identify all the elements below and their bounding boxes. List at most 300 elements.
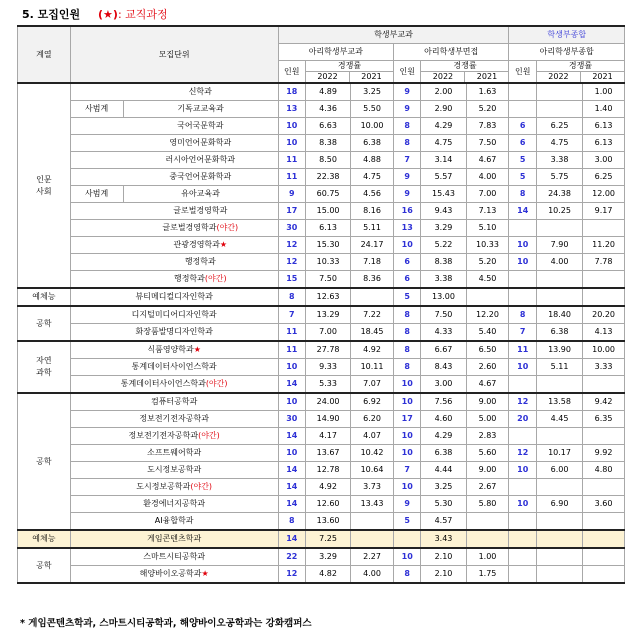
table-row (18, 376, 625, 394)
quota-value: 14 (278, 496, 305, 513)
competition-value: 4.29 (421, 118, 466, 135)
quota-value: 14 (278, 428, 305, 445)
header-sub2: 아리학생부면접 (393, 44, 509, 61)
competition-value: 5.11 (536, 359, 582, 376)
unit-name (123, 101, 278, 118)
competition-value: 12.00 (583, 186, 625, 203)
table-row (18, 530, 625, 548)
competition-value: 13.60 (306, 513, 351, 531)
unit-name-text: 국어국문학과 (177, 121, 224, 130)
competition-value: 8.43 (421, 359, 466, 376)
quota-value: 10 (393, 237, 420, 254)
quota-value: 9 (393, 496, 420, 513)
competition-value: 3.29 (306, 548, 351, 566)
quota-value: 14 (278, 530, 305, 548)
table-row (18, 566, 625, 584)
competition-value: 2.27 (351, 548, 394, 566)
unit-name-text: 유아교육과 (181, 189, 220, 198)
competition-value: 5.60 (466, 445, 509, 462)
night-label: (야간) (216, 223, 239, 232)
quota-value: 7 (509, 324, 536, 342)
unit-name-text: 컴퓨터공학과 (150, 397, 198, 406)
competition-value (536, 220, 582, 237)
competition-value: 20.20 (583, 306, 625, 324)
competition-value: 6.63 (306, 118, 351, 135)
competition-value: 6.38 (536, 324, 582, 342)
competition-value: 12.60 (306, 496, 351, 513)
competition-value: 5.30 (421, 496, 466, 513)
quota-value: 8 (393, 341, 420, 359)
competition-value: 3.25 (351, 83, 394, 101)
unit-name-text: 디지털미디어디자인학과 (131, 310, 217, 319)
unit-name-text: 행정학과 (184, 257, 216, 266)
quota-value: 12 (278, 566, 305, 584)
competition-value: 6.13 (583, 135, 625, 152)
unit-name-text: 통계데이터사이언스학과 (120, 379, 206, 388)
competition-value (536, 83, 582, 101)
quota-value: 11 (278, 324, 305, 342)
quota-value: 14 (278, 462, 305, 479)
table-row (18, 152, 625, 169)
quota-value: 10 (278, 445, 305, 462)
quota-value (509, 271, 536, 289)
quota-value (509, 548, 536, 566)
quota-value: 8 (393, 118, 420, 135)
quota-value (509, 513, 536, 531)
competition-value: 1.63 (466, 83, 509, 101)
competition-value: 7.90 (536, 237, 582, 254)
quota-value: 10 (393, 479, 420, 496)
competition-value (536, 428, 582, 445)
unit-name-text: 관광경영학과 (173, 240, 220, 249)
night-label: (야간) (205, 379, 228, 388)
unit-name-text: 게임콘텐츠학과 (147, 534, 202, 543)
competition-value: 5.22 (421, 237, 466, 254)
quota-value: 8 (393, 135, 420, 152)
competition-value: 12.78 (306, 462, 351, 479)
quota-value: 5 (393, 513, 420, 531)
header-competition-label: 경쟁률 (421, 61, 508, 72)
competition-value (536, 479, 582, 496)
table-row (18, 203, 625, 220)
quota-value: 22 (278, 548, 305, 566)
competition-value (536, 101, 582, 118)
competition-value: 9.92 (583, 445, 625, 462)
quota-value: 10 (278, 359, 305, 376)
competition-value (536, 271, 582, 289)
quota-value: 8 (393, 306, 420, 324)
competition-value: 4.00 (351, 566, 394, 584)
header-unit: 모집단위 (70, 26, 278, 83)
table-row (18, 462, 625, 479)
competition-value: 3.33 (583, 359, 625, 376)
header-competition-label: 경쟁률 (537, 61, 624, 72)
competition-value: 4.67 (466, 376, 509, 394)
competition-value: 3.43 (421, 530, 466, 548)
competition-value: 15.00 (306, 203, 351, 220)
quota-value: 10 (278, 135, 305, 152)
quota-value: 8 (509, 186, 536, 203)
unit-name-text: 도시정보공학과 (136, 482, 191, 491)
unit-name-text: 뷰티메디컬디자인학과 (135, 292, 213, 301)
competition-value (583, 376, 625, 394)
subcategory-cell (70, 169, 123, 186)
quota-value: 11 (509, 341, 536, 359)
header-sub3: 아리학생부종합 (509, 44, 625, 61)
competition-value: 14.90 (306, 411, 351, 428)
competition-value: 7.07 (351, 376, 394, 394)
competition-value: 13.00 (421, 288, 466, 306)
competition-value: 11.20 (583, 237, 625, 254)
table-row (18, 135, 625, 152)
unit-name (70, 445, 278, 462)
quota-value: 14 (278, 376, 305, 394)
competition-value (583, 271, 625, 289)
competition-value: 6.13 (306, 220, 351, 237)
table-row (18, 411, 625, 428)
unit-name (70, 462, 278, 479)
competition-value: 4.07 (351, 428, 394, 445)
quota-value: 30 (278, 411, 305, 428)
competition-value (583, 288, 625, 306)
unit-name (70, 376, 278, 394)
competition-value: 6.25 (583, 169, 625, 186)
unit-name-text: 도시정보공학과 (147, 465, 202, 474)
competition-value: 7.25 (306, 530, 351, 548)
quota-value: 16 (393, 203, 420, 220)
unit-name (123, 83, 278, 101)
competition-value: 10.33 (466, 237, 509, 254)
competition-value: 5.00 (466, 411, 509, 428)
unit-name (70, 411, 278, 428)
subcategory-cell (70, 237, 123, 254)
night-label: (야간) (204, 274, 227, 283)
competition-value: 6.00 (536, 462, 582, 479)
competition-value: 7.18 (351, 254, 394, 271)
competition-value: 6.13 (583, 118, 625, 135)
competition-value: 4.88 (351, 152, 394, 169)
competition-value: 1.00 (583, 83, 625, 101)
unit-name-text: 정보전기전자공학과 (139, 414, 209, 423)
unit-name (70, 566, 278, 584)
category-cell: 공학 (18, 548, 71, 583)
section-title: 5. 모집인원 (22, 8, 81, 21)
competition-value: 3.00 (421, 376, 466, 394)
competition-value (583, 220, 625, 237)
category-cell: 예체능 (18, 530, 71, 548)
category-cell: 인문 사회 (18, 83, 71, 288)
competition-value (466, 513, 509, 531)
competition-value: 7.00 (466, 186, 509, 203)
competition-value: 4.67 (466, 152, 509, 169)
table-row (18, 324, 625, 342)
table-row (18, 254, 625, 271)
header-competition-label: 경쟁률 (306, 61, 393, 72)
competition-value: 4.57 (421, 513, 466, 531)
quota-value: 11 (278, 152, 305, 169)
quota-value (509, 288, 536, 306)
unit-name (70, 359, 278, 376)
competition-value (466, 530, 509, 548)
competition-value: 3.38 (421, 271, 466, 289)
competition-value: 10.42 (351, 445, 394, 462)
competition-value: 18.45 (351, 324, 394, 342)
quota-value: 10 (393, 548, 420, 566)
star-icon: ★ (219, 240, 228, 249)
quota-value: 8 (393, 324, 420, 342)
competition-value: 3.60 (583, 496, 625, 513)
competition-value: 4.75 (421, 135, 466, 152)
competition-value: 3.73 (351, 479, 394, 496)
competition-value: 10.00 (351, 118, 394, 135)
competition-value: 6.20 (351, 411, 394, 428)
competition-value: 7.50 (306, 271, 351, 289)
quota-value: 5 (509, 152, 536, 169)
header-competition (421, 61, 509, 84)
quota-value (509, 566, 536, 584)
unit-name-text: 소프트웨어학과 (147, 448, 202, 457)
unit-name-text: 글로벌경영학과 (173, 206, 228, 215)
quota-value: 10 (393, 445, 420, 462)
unit-name-text: 러시아언어문화학과 (165, 155, 236, 164)
star-icon: ★ (201, 569, 209, 578)
unit-name (123, 118, 278, 135)
competition-value (583, 428, 625, 445)
quota-value: 10 (509, 237, 536, 254)
competition-value: 7.78 (583, 254, 625, 271)
competition-value: 5.75 (536, 169, 582, 186)
competition-value (351, 513, 394, 531)
unit-name-text: 식품영양학과 (147, 345, 194, 354)
quota-value: 6 (509, 135, 536, 152)
unit-name (70, 341, 278, 359)
competition-value: 2.10 (421, 548, 466, 566)
category-cell: 예체능 (18, 288, 71, 306)
competition-value: 4.75 (351, 169, 394, 186)
competition-value: 2.60 (466, 359, 509, 376)
competition-value: 2.00 (421, 83, 466, 101)
competition-value: 5.40 (466, 324, 509, 342)
subcategory-cell: 사범계 (70, 101, 123, 118)
competition-value: 2.90 (421, 101, 466, 118)
quota-value: 11 (278, 341, 305, 359)
competition-value: 4.13 (583, 324, 625, 342)
competition-value (583, 513, 625, 531)
competition-value (351, 530, 394, 548)
unit-name (70, 513, 278, 531)
competition-value: 9.42 (583, 393, 625, 411)
competition-value: 60.75 (306, 186, 351, 203)
competition-value: 8.38 (421, 254, 466, 271)
competition-value: 2.83 (466, 428, 509, 445)
unit-name-text: 글로벌경영학과 (162, 223, 217, 232)
competition-value: 4.50 (466, 271, 509, 289)
competition-value: 3.29 (421, 220, 466, 237)
unit-name (123, 254, 278, 271)
competition-value: 7.56 (421, 393, 466, 411)
competition-value: 10.17 (536, 445, 582, 462)
competition-value: 13.43 (351, 496, 394, 513)
competition-value: 10.00 (583, 341, 625, 359)
competition-value: 7.22 (351, 306, 394, 324)
competition-value: 5.20 (466, 101, 509, 118)
competition-value: 4.82 (306, 566, 351, 584)
competition-value: 4.36 (306, 101, 351, 118)
subcategory-cell (70, 271, 123, 289)
section-heading (22, 6, 168, 22)
competition-value: 13.67 (306, 445, 351, 462)
competition-value: 6.35 (583, 411, 625, 428)
competition-value: 4.92 (351, 341, 394, 359)
competition-value: 24.38 (536, 186, 582, 203)
quota-value: 10 (509, 359, 536, 376)
quota-value: 17 (278, 203, 305, 220)
quota-value: 5 (393, 288, 420, 306)
quota-value: 10 (393, 428, 420, 445)
competition-value: 10.64 (351, 462, 394, 479)
quota-value: 9 (393, 186, 420, 203)
subcategory-cell (70, 152, 123, 169)
category-cell: 공학 (18, 393, 71, 530)
quota-value: 6 (393, 254, 420, 271)
competition-value: 24.17 (351, 237, 394, 254)
unit-name (123, 237, 278, 254)
competition-value: 10.33 (306, 254, 351, 271)
unit-name-text: 기독교교육과 (177, 104, 224, 113)
competition-value (583, 548, 625, 566)
quota-value: 9 (393, 83, 420, 101)
competition-value: 9.00 (466, 393, 509, 411)
header-group2: 학생부종합 (509, 26, 625, 44)
quota-value: 8 (278, 513, 305, 531)
unit-name (70, 393, 278, 411)
quota-value: 13 (393, 220, 420, 237)
quota-value: 10 (393, 393, 420, 411)
competition-value: 13.58 (536, 393, 582, 411)
table-row (18, 445, 625, 462)
unit-name-text: 해양바이오공학과 (139, 569, 202, 578)
table-row (18, 548, 625, 566)
quota-value: 7 (278, 306, 305, 324)
competition-value: 7.50 (466, 135, 509, 152)
quota-value: 13 (278, 101, 305, 118)
quota-value: 5 (509, 169, 536, 186)
competition-value: 6.50 (466, 341, 509, 359)
quota-value: 6 (393, 271, 420, 289)
table-row (18, 118, 625, 135)
competition-value: 22.38 (306, 169, 351, 186)
unit-name (123, 135, 278, 152)
competition-value: 1.75 (466, 566, 509, 584)
competition-value: 7.50 (421, 306, 466, 324)
competition-value: 24.00 (306, 393, 351, 411)
competition-value: 4.80 (583, 462, 625, 479)
competition-value: 13.90 (536, 341, 582, 359)
competition-value: 8.38 (306, 135, 351, 152)
competition-value: 5.80 (466, 496, 509, 513)
competition-value: 5.20 (466, 254, 509, 271)
competition-value: 2.67 (466, 479, 509, 496)
quota-value: 10 (278, 393, 305, 411)
quota-value: 9 (278, 186, 305, 203)
quota-value (393, 530, 420, 548)
competition-value: 5.33 (306, 376, 351, 394)
competition-value: 15.30 (306, 237, 351, 254)
competition-value: 3.14 (421, 152, 466, 169)
competition-value: 4.45 (536, 411, 582, 428)
category-cell: 자연 과학 (18, 341, 71, 393)
unit-name-text: 화장품발명디자인학과 (135, 327, 213, 336)
header-sub1: 아리학생부교과 (278, 44, 393, 61)
quota-value: 12 (278, 237, 305, 254)
quota-value: 14 (278, 479, 305, 496)
competition-value: 4.56 (351, 186, 394, 203)
quota-value: 7 (393, 152, 420, 169)
unit-name-text: AI융합학과 (154, 516, 194, 525)
unit-name (123, 186, 278, 203)
unit-name (70, 548, 278, 566)
competition-value (583, 479, 625, 496)
competition-value: 9.17 (583, 203, 625, 220)
competition-value: 10.11 (351, 359, 394, 376)
subcategory-cell (70, 220, 123, 237)
unit-name-text: 환경에너지공학과 (143, 499, 206, 508)
competition-value: 6.92 (351, 393, 394, 411)
competition-value: 6.38 (421, 445, 466, 462)
competition-value: 27.78 (306, 341, 351, 359)
competition-value (536, 288, 582, 306)
table-row (18, 341, 625, 359)
quota-value: 10 (509, 254, 536, 271)
competition-value: 4.60 (421, 411, 466, 428)
header-competition (306, 61, 394, 84)
subcategory-cell (70, 203, 123, 220)
header-2022: 2022 (421, 72, 465, 82)
table-row (18, 271, 625, 289)
unit-name (123, 271, 278, 289)
category-cell: 공학 (18, 306, 71, 341)
competition-value: 6.25 (536, 118, 582, 135)
competition-value (536, 513, 582, 531)
night-label: (야간) (190, 482, 213, 491)
quota-value: 7 (393, 462, 420, 479)
table-row (18, 306, 625, 324)
table-row (18, 220, 625, 237)
competition-value: 7.83 (466, 118, 509, 135)
competition-value: 9.00 (466, 462, 509, 479)
quota-value: 30 (278, 220, 305, 237)
header-quota: 인원 (393, 61, 420, 84)
competition-value: 4.44 (421, 462, 466, 479)
competition-value (583, 530, 625, 548)
competition-value: 10.25 (536, 203, 582, 220)
quota-value (509, 220, 536, 237)
quota-value (509, 428, 536, 445)
competition-value: 8.16 (351, 203, 394, 220)
quota-value: 10 (509, 462, 536, 479)
competition-value: 5.50 (351, 101, 394, 118)
competition-value: 6.90 (536, 496, 582, 513)
unit-name (70, 479, 278, 496)
quota-value: 18 (278, 83, 305, 101)
star-icon: ★ (193, 345, 201, 354)
competition-value: 7.13 (466, 203, 509, 220)
quota-value: 8 (509, 306, 536, 324)
quota-value: 6 (509, 118, 536, 135)
subcategory-cell (70, 118, 123, 135)
competition-value: 3.25 (421, 479, 466, 496)
competition-value: 4.92 (306, 479, 351, 496)
